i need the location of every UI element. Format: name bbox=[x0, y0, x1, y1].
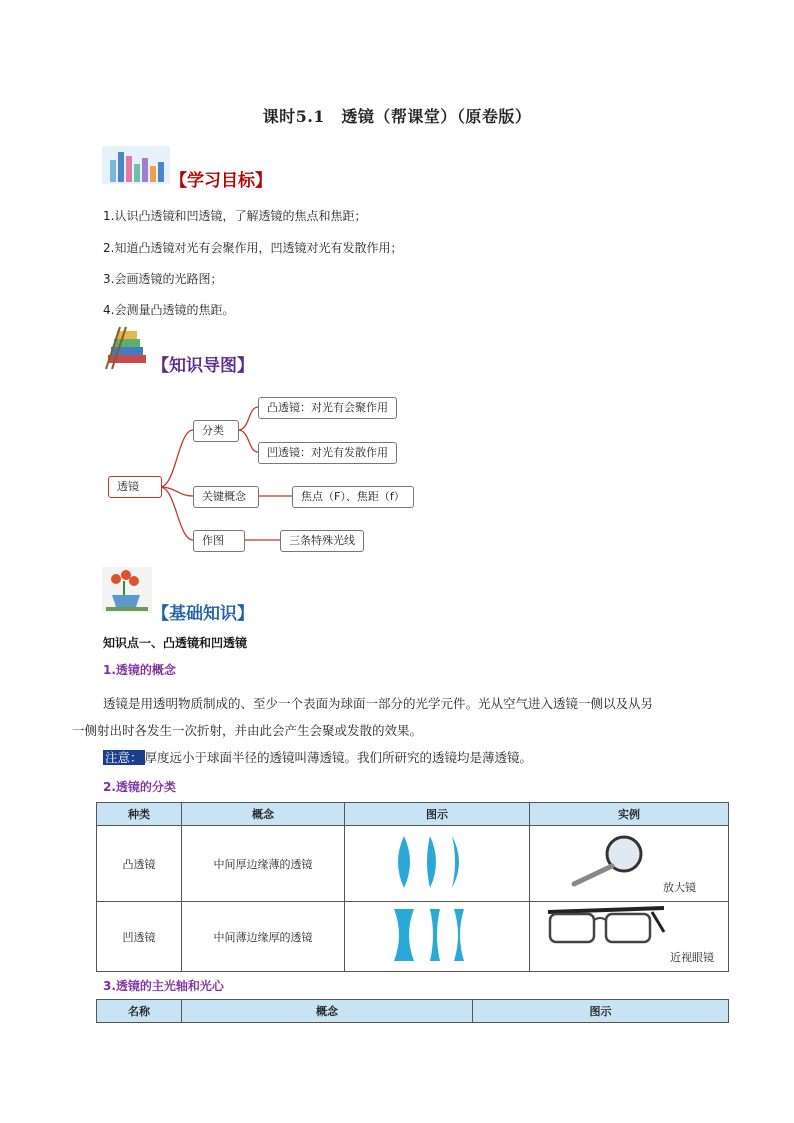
example-label: 放大镜 bbox=[663, 881, 696, 894]
magnifier-icon bbox=[568, 832, 650, 888]
paragraph-line-1: 透镜是用透明物质制成的、至少一个表面为球面一部分的光学元件。光从空气进入透镜一侧以及从另 bbox=[103, 696, 654, 711]
note-line bbox=[103, 746, 532, 770]
note-text: 厚度远小于球面半径的透镜叫薄透镜。我们所研究的透镜均是薄透镜。 bbox=[144, 750, 533, 765]
mindmap-leaf-concave: 凹透镜：对光有发散作用 bbox=[258, 442, 397, 464]
note-label: 注意： bbox=[105, 750, 143, 765]
section-mindmap-heading: 【知识导图】 bbox=[152, 356, 254, 376]
goal-item-4: 4.会测量凸透镜的焦距。 bbox=[103, 303, 235, 317]
goal-item-3: 3.会画透镜的光路图； bbox=[103, 272, 223, 286]
mindmap-leaf-focus: 焦点（F）、焦距（f） bbox=[292, 486, 414, 508]
glasses-icon bbox=[544, 906, 668, 950]
mindmap-leaf-convex: 凸透镜：对光有会聚作用 bbox=[258, 397, 397, 419]
cell-concept: 中间薄边缘厚的透镜 bbox=[182, 902, 345, 972]
goal-item-1: 1.认识凸透镜和凹透镜，了解透镜的焦点和焦距； bbox=[103, 209, 367, 223]
header-diagram: 图示 bbox=[473, 1000, 729, 1023]
axis-center-table bbox=[96, 999, 729, 1023]
table-row bbox=[97, 826, 729, 902]
header-concept: 概念 bbox=[182, 803, 345, 826]
table-header-row bbox=[97, 1000, 729, 1023]
subsection-3-title: 3.透镜的主光轴和光心 bbox=[103, 979, 224, 993]
cell-concept: 中间厚边缘薄的透镜 bbox=[182, 826, 345, 902]
section-basics-heading: 【基础知识】 bbox=[152, 604, 254, 624]
header-concept: 概念 bbox=[182, 1000, 473, 1023]
mindmap-leaf-rays: 三条特殊光线 bbox=[280, 530, 364, 552]
page-title: 课时5.1 透镜（帮课堂）（原卷版） bbox=[262, 107, 532, 126]
concave-lens-diagram bbox=[345, 902, 530, 972]
lens-classification-table bbox=[96, 802, 729, 972]
subsection-2-title: 2.透镜的分类 bbox=[103, 780, 176, 794]
paragraph-line-2: 一侧射出时各发生一次折射，并由此会产生会聚或发散的效果。 bbox=[72, 723, 423, 738]
example-label: 近视眼镜 bbox=[670, 951, 714, 964]
section-goals-heading: 【学习目标】 bbox=[170, 171, 272, 191]
cell-example bbox=[530, 826, 729, 902]
mindmap-root-node: 透镜 bbox=[108, 476, 162, 498]
mindmap-branch-classify: 分类 bbox=[193, 420, 239, 442]
table-row bbox=[97, 902, 729, 972]
flower-pot-icon bbox=[102, 567, 152, 613]
mindmap-branch-drawing: 作图 bbox=[193, 530, 245, 552]
header-type: 种类 bbox=[97, 803, 182, 826]
table-header-row bbox=[97, 803, 729, 826]
cell-type: 凸透镜 bbox=[97, 826, 182, 902]
header-diagram: 图示 bbox=[345, 803, 530, 826]
cell-example bbox=[530, 902, 729, 972]
goal-item-2: 2.知道凸透镜对光有会聚作用，凹透镜对光有发散作用； bbox=[103, 241, 403, 255]
convex-lens-diagram bbox=[345, 826, 530, 902]
header-name: 名称 bbox=[97, 1000, 182, 1023]
knowledge-point-1-title: 知识点一、凸透镜和凹透镜 bbox=[103, 636, 248, 650]
header-example: 实例 bbox=[530, 803, 729, 826]
cell-type: 凹透镜 bbox=[97, 902, 182, 972]
mindmap-branch-concept: 关键概念 bbox=[193, 486, 259, 508]
subsection-1-title: 1.透镜的概念 bbox=[103, 663, 176, 677]
